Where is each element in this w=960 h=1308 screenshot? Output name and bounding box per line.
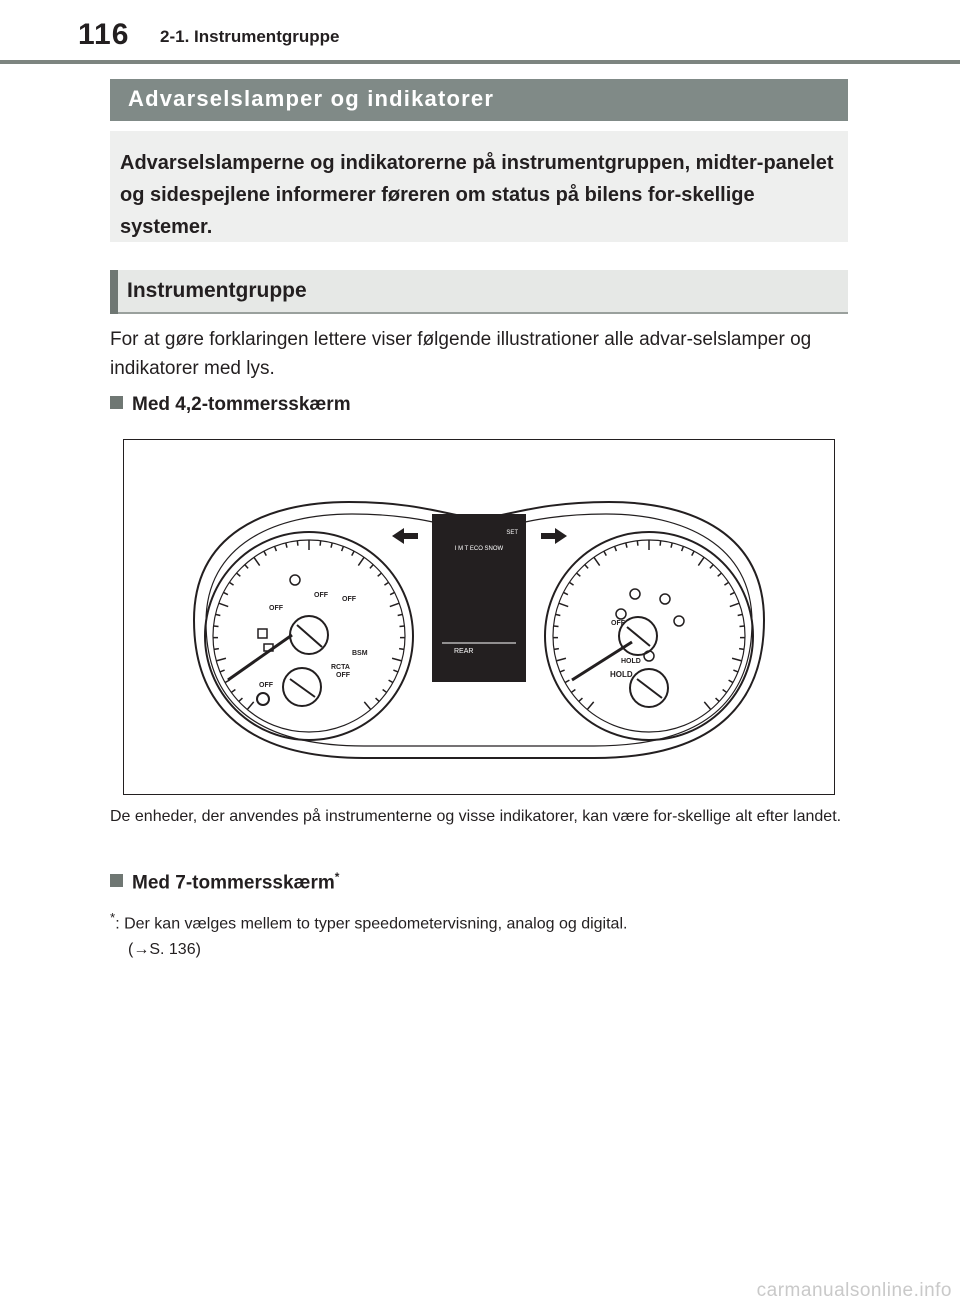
left-gauge-ticks bbox=[213, 540, 405, 710]
gauge-tick bbox=[740, 626, 745, 627]
gauge-tick bbox=[733, 670, 738, 672]
gauge-tick bbox=[398, 614, 403, 615]
gauge-tick bbox=[555, 614, 560, 615]
hold-small-label: HOLD bbox=[621, 658, 641, 665]
page-number: 116 bbox=[78, 18, 130, 51]
left-off-label-2: OFF bbox=[314, 592, 328, 599]
gauge-tick bbox=[384, 582, 388, 585]
gauge-tick bbox=[399, 649, 404, 650]
gauge-tick bbox=[245, 565, 248, 569]
steering-warning-icon bbox=[660, 594, 670, 604]
gauge-tick bbox=[254, 557, 260, 565]
gauge-tick bbox=[237, 573, 241, 576]
gauge-tick bbox=[577, 573, 581, 576]
gauge-tick bbox=[275, 546, 277, 551]
cluster-illustration bbox=[124, 440, 834, 794]
gauge-tick bbox=[559, 603, 568, 606]
gauge-tick bbox=[331, 543, 332, 548]
gauge-tick bbox=[560, 670, 565, 672]
gauge-tick bbox=[563, 592, 567, 594]
hold-label: HOLD bbox=[610, 670, 633, 679]
gauge-tick bbox=[556, 658, 566, 661]
gauge-tick bbox=[571, 689, 575, 692]
gauge-tick bbox=[358, 557, 364, 565]
gauge-tick bbox=[216, 658, 226, 661]
gauge-tick bbox=[692, 551, 694, 555]
gauge-tick bbox=[392, 658, 402, 661]
right-off-label: OFF bbox=[611, 620, 625, 627]
header-rule bbox=[0, 60, 960, 64]
subhead-label: Med 7-tommersskærm bbox=[132, 872, 335, 894]
bullet-square-icon bbox=[110, 874, 123, 887]
gauge-tick bbox=[730, 592, 734, 594]
left-needle bbox=[228, 635, 292, 680]
a-off-label: OFF bbox=[259, 682, 273, 689]
gauge-tick bbox=[604, 551, 606, 555]
gauge-tick bbox=[219, 603, 228, 606]
gauge-tick bbox=[378, 573, 382, 576]
gauge-tick bbox=[615, 546, 617, 551]
gauge-tick bbox=[587, 702, 593, 710]
gauge-tick bbox=[682, 546, 684, 551]
section-banner bbox=[110, 79, 848, 121]
bullet-square-icon bbox=[110, 396, 123, 409]
gauge-tick bbox=[637, 541, 638, 546]
section-heading bbox=[110, 270, 848, 314]
gauge-tick bbox=[554, 649, 559, 650]
rcta-off-label: OFF bbox=[336, 672, 350, 679]
gauge-tick bbox=[660, 541, 661, 546]
gauge-tick bbox=[671, 543, 672, 548]
footnote-text: : Der kan vælges mellem to typer speedometervisning, analog og digital. bbox=[115, 915, 628, 933]
gauge-tick bbox=[390, 603, 399, 606]
footnote-mark: * bbox=[110, 910, 116, 925]
gauge-tick bbox=[738, 614, 743, 615]
gauge-tick bbox=[239, 698, 243, 701]
gauge-tick bbox=[229, 582, 233, 585]
gauge-tick bbox=[594, 557, 600, 565]
gauge-tick bbox=[352, 551, 354, 555]
display-rear-label: REAR bbox=[454, 648, 474, 655]
subhead-label: Med 4,2-tommersskærm bbox=[132, 394, 351, 415]
gauge-tick bbox=[704, 702, 710, 710]
brake-icon bbox=[674, 616, 684, 626]
right-gauge-ticks bbox=[553, 540, 745, 710]
gauge-tick bbox=[400, 626, 405, 627]
gauge-tick bbox=[286, 543, 287, 548]
gauge-tick bbox=[730, 603, 739, 606]
gauge-tick bbox=[739, 649, 744, 650]
instrument-figure bbox=[123, 439, 835, 795]
note-text: De enheder, der anvendes på instrumenterne og visse indikatorer, kan være for-skellige alt efter landet. bbox=[110, 808, 842, 825]
gauge-tick bbox=[364, 702, 370, 710]
body-text: For at gøre forklaringen lettere viser følgende illustrationer alle advar-selslamper og indikatorer med lys. bbox=[110, 329, 812, 379]
gauge-tick bbox=[215, 614, 220, 615]
gauge-tick bbox=[342, 546, 344, 551]
footnote bbox=[110, 905, 848, 963]
turn-right-arrow-icon bbox=[541, 528, 567, 544]
gauge-tick bbox=[698, 557, 704, 565]
section-title: Instrumentgruppe bbox=[127, 279, 307, 302]
gauge-tick bbox=[393, 670, 398, 672]
gauge-tick bbox=[724, 582, 728, 585]
gauge-tick bbox=[214, 626, 219, 627]
gauge-tick bbox=[247, 702, 253, 710]
check-engine-icon bbox=[290, 575, 300, 585]
intro-box bbox=[110, 131, 848, 242]
gauge-tick bbox=[264, 551, 266, 555]
gauge-tick bbox=[320, 541, 321, 546]
gauge-tick bbox=[389, 680, 393, 682]
footnote-marker: * bbox=[334, 870, 340, 884]
page-reference-link[interactable]: (→S. 136) bbox=[128, 941, 201, 959]
gauge-tick bbox=[585, 565, 588, 569]
gauge-tick bbox=[370, 565, 373, 569]
banner-title: Advarselslamper og indikatorer bbox=[128, 86, 495, 111]
subhead-42 bbox=[110, 394, 351, 416]
gauge-tick bbox=[390, 592, 394, 594]
gauge-tick bbox=[716, 698, 720, 701]
gauge-tick bbox=[376, 698, 380, 701]
left-off-label-3: OFF bbox=[342, 596, 356, 603]
gauge-tick bbox=[214, 649, 219, 650]
gauge-tick bbox=[565, 680, 569, 682]
gauge-tick bbox=[723, 689, 727, 692]
subhead-7 bbox=[110, 870, 339, 894]
turn-left-arrow-icon bbox=[392, 528, 418, 544]
gauge-tick bbox=[231, 689, 235, 692]
gauge-tick bbox=[729, 680, 733, 682]
engine-icon bbox=[258, 629, 267, 638]
heading-bar bbox=[110, 270, 118, 314]
brake-system-icon bbox=[616, 609, 626, 619]
bsm-label: BSM bbox=[352, 650, 368, 657]
display-mode-text: I M T ECO SNOW bbox=[454, 546, 504, 552]
gauge-tick bbox=[554, 626, 559, 627]
gauge-tick bbox=[569, 582, 573, 585]
footer-watermark: carmanualsonline.info bbox=[756, 1280, 952, 1301]
display-set-label: SET bbox=[506, 530, 518, 536]
left-off-label-1: OFF bbox=[269, 605, 283, 612]
gauge-tick bbox=[223, 592, 227, 594]
rcta-label: RCTA bbox=[331, 664, 350, 671]
center-display bbox=[432, 514, 526, 682]
gauge-tick bbox=[383, 689, 387, 692]
gauge-tick bbox=[579, 698, 583, 701]
gauge-tick bbox=[297, 541, 298, 546]
gauge-tick bbox=[710, 565, 713, 569]
parking-brake-icon bbox=[630, 589, 640, 599]
gauge-tick bbox=[732, 658, 742, 661]
gauge-tick bbox=[718, 573, 722, 576]
gauge-tick bbox=[626, 543, 627, 548]
intro-text: Advarselslamperne og indikatorerne på instrumentgruppen, midter-panelet og sidespejlene informerer føreren om status på bilens for-skellige systemer. bbox=[120, 152, 834, 238]
chapter-title: 2-1. Instrumentgruppe bbox=[160, 27, 340, 46]
gauge-tick bbox=[220, 670, 225, 672]
